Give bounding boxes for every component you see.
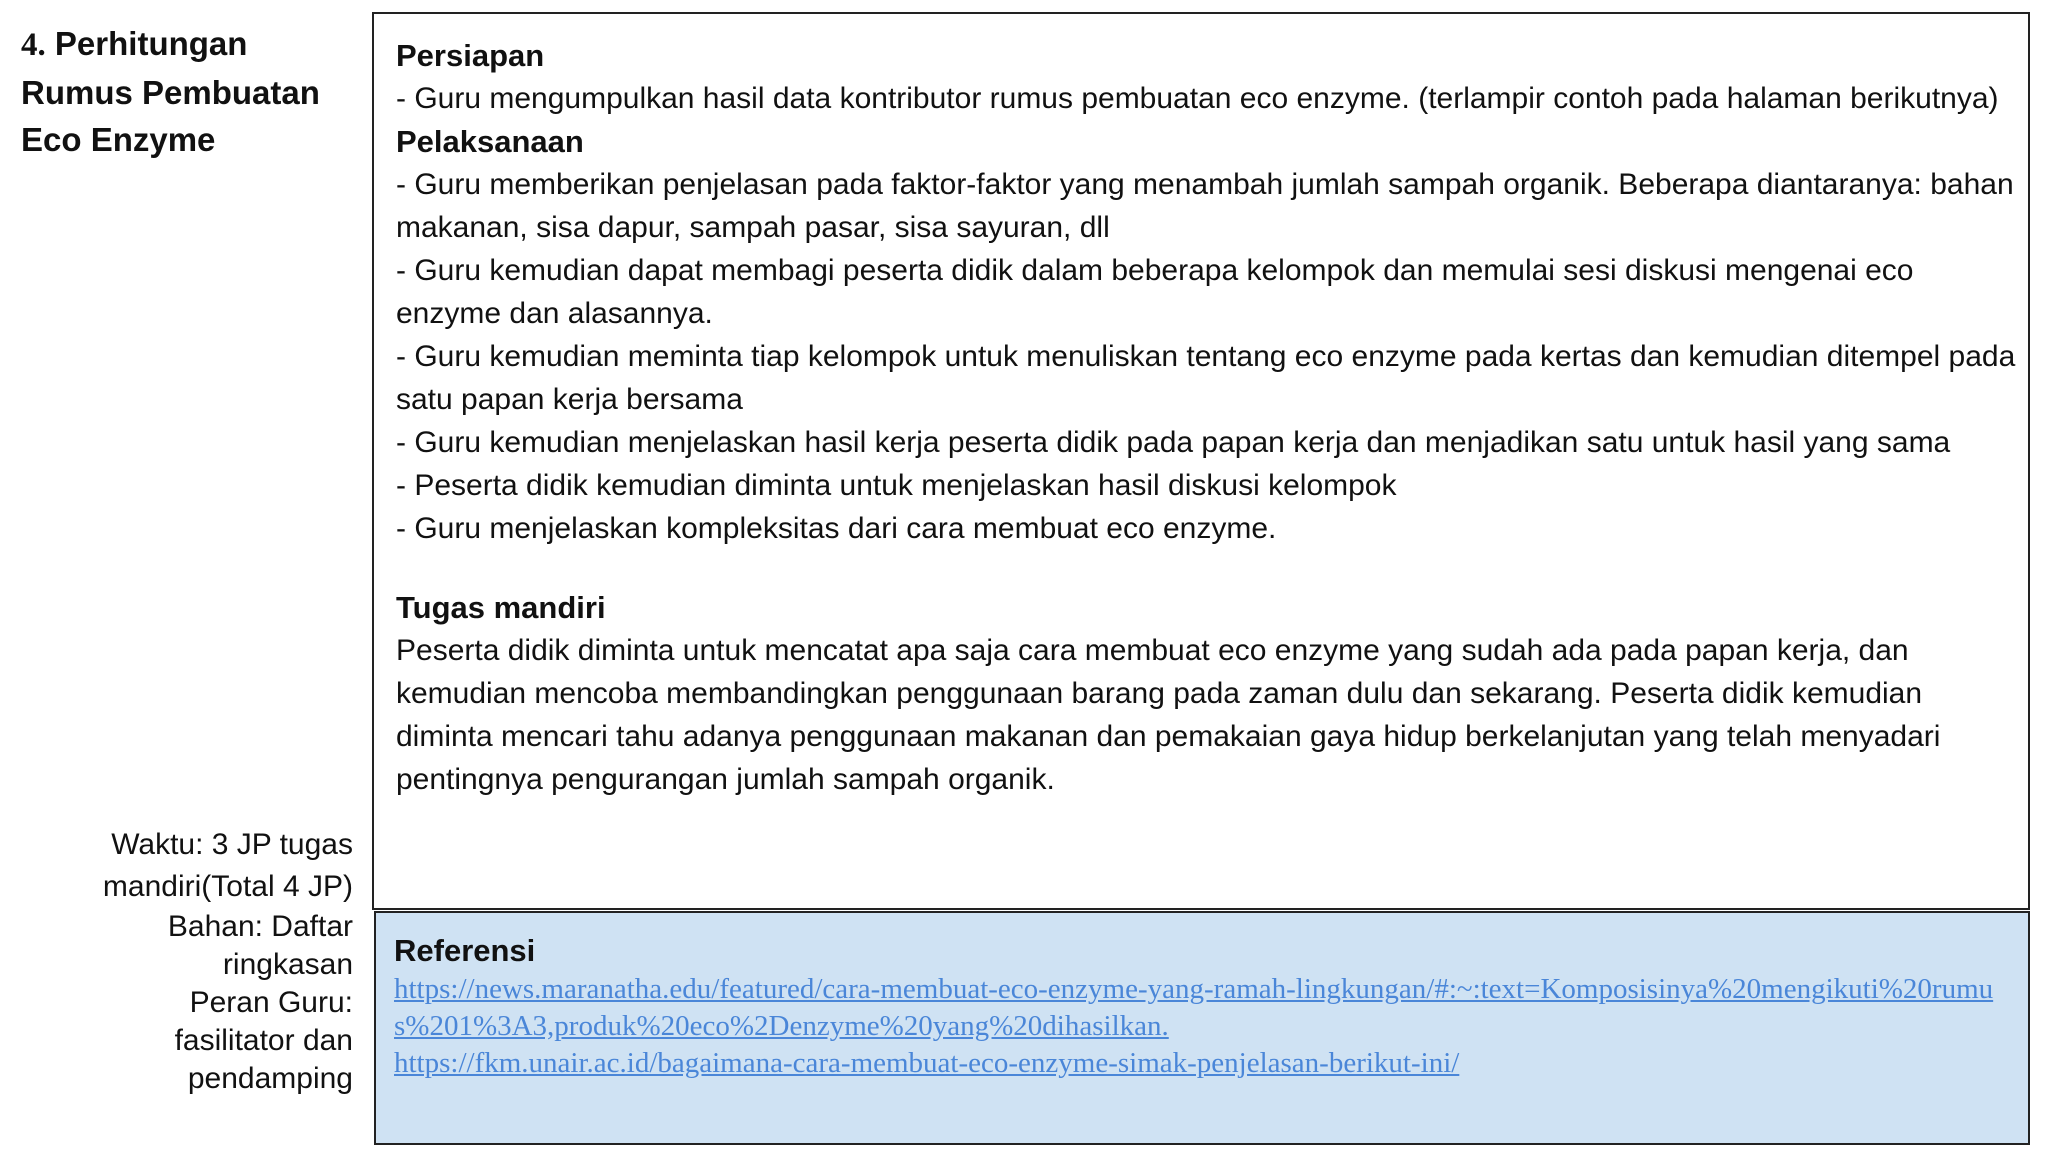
pelaksanaan-item: - Guru kemudian dapat membagi peserta didik dalam beberapa kelompok dan memulai sesi diskusi mengenai eco enzyme dan alasannya. xyxy=(396,254,1914,330)
meta-line: fasilitator dan xyxy=(174,1024,353,1057)
persiapan-item: - Guru mengumpulkan hasil data kontributor rumus pembuatan eco enzyme. (terlampir contoh pada halaman berikutnya) xyxy=(396,82,1999,115)
section-title xyxy=(21,20,351,163)
pelaksanaan-item: - Guru memberikan penjelasan pada faktor-faktor yang menambah jumlah sampah organik. Beberapa diantaranya: bahan makanan, sisa dapur, sampah pasar, sisa sayuran, dll xyxy=(396,168,2014,244)
meta-line: ringkasan xyxy=(222,948,353,981)
meta-line: Bahan: Daftar xyxy=(167,910,353,943)
meta-line: pendamping xyxy=(187,1062,353,1095)
referensi-content xyxy=(394,931,2014,1082)
referensi-heading: Referensi xyxy=(394,933,536,968)
reference-link-maranatha[interactable]: https://news.maranatha.edu/featured/cara-membuat-eco-enzyme-yang-ramah-lingkungan/#:~:text=Komposisinya%20mengikuti%20rumus%201%3A3,produk%20eco%2Denzyme%20yang%20dihasilkan. xyxy=(394,973,1994,1042)
pelaksanaan-item: - Guru kemudian menjelaskan hasil kerja peserta didik pada papan kerja dan menjadikan satu untuk hasil yang sama xyxy=(396,426,1951,459)
activity-meta xyxy=(33,824,353,1098)
spacer xyxy=(396,550,2016,586)
referensi-box xyxy=(374,911,2030,1145)
pelaksanaan-item: - Peserta didik kemudian diminta untuk menjelaskan hasil diskusi kelompok xyxy=(396,469,1397,502)
section-number: 4. xyxy=(21,27,46,63)
section-title-text: Perhitungan Rumus Pembuatan Eco Enzyme xyxy=(21,25,320,158)
persiapan-heading: Persiapan xyxy=(396,38,545,73)
pelaksanaan-item: - Guru kemudian meminta tiap kelompok untuk menuliskan tentang eco enzyme pada kertas dan kemudian ditempel pada satu papan kerja bersama xyxy=(396,340,2016,416)
meta-line: Waktu: 3 JP tugas xyxy=(111,828,353,861)
pelaksanaan-heading: Pelaksanaan xyxy=(396,124,584,159)
reference-link-unair[interactable]: https://fkm.unair.ac.id/bagaimana-cara-membuat-eco-enzyme-simak-penjelasan-berikut-ini/ xyxy=(394,1047,1460,1079)
tugas-mandiri-heading: Tugas mandiri xyxy=(396,590,606,625)
tugas-mandiri-text: Peserta didik diminta untuk mencatat apa saja cara membuat eco enzyme yang sudah ada pada papan kerja, dan kemudian mencoba membandingkan penggunaan barang pada zaman dulu dan sekarang. Peserta didik kemudian diminta mencari tahu adanya penggunaan makanan dan pemakaian gaya hidup berkelanjutan yang telah menyadari pentingnya pengurangan jumlah sampah organik. xyxy=(396,634,1941,796)
activity-content xyxy=(396,34,2016,801)
meta-line: mandiri(Total 4 JP) xyxy=(102,870,353,903)
activity-content-box xyxy=(372,12,2030,910)
pelaksanaan-item: - Guru menjelaskan kompleksitas dari cara membuat eco enzyme. xyxy=(396,512,1277,545)
meta-line: Peran Guru: xyxy=(189,986,353,1019)
